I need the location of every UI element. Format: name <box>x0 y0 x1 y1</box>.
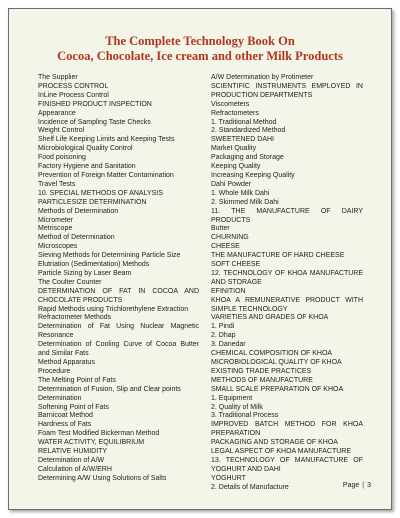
title-line-2: Cocoa, Chocolate, Ice cream and other Milk Products <box>57 49 343 63</box>
toc-left-column <box>38 74 199 484</box>
toc-entry: RELATIVE HUMIDITY <box>38 448 108 456</box>
toc-entry: FINISHED PRODUCT INSPECTION <box>38 100 152 108</box>
toc-entry: EFINITION <box>211 287 246 295</box>
toc-entry: Methods of Determination <box>38 207 119 215</box>
toc-entry: PROCESS CONTROL <box>38 82 109 90</box>
toc-entry: YOGHURT <box>211 474 246 482</box>
page-title <box>9 34 391 64</box>
toc-entry: Butter <box>211 225 230 233</box>
toc-entry: MICROBIOLOGICAL QUALITY OF KHOA <box>211 359 342 366</box>
toc-entry: PARTICLESIZE DETERMINATION <box>38 198 147 206</box>
toc-entry: CHEESE <box>211 243 240 251</box>
toc-entry: Travel Tests <box>38 180 76 188</box>
toc-entry: SOFT CHEESE <box>211 261 261 269</box>
toc-entry: Softening Point of Fats <box>38 403 109 411</box>
toc-entry: Market Quality <box>211 145 257 153</box>
toc-entry: 11. THE MANUFACTURE OF DAIRY PRODUCTS <box>211 207 363 224</box>
toc-entry: Weight Control <box>38 127 85 135</box>
toc-entry: 3. Traditional Process <box>211 412 279 420</box>
toc-entry: VARIETIES AND GRADES OF KHOA <box>211 314 329 322</box>
toc-entry: Food poisoning <box>38 154 86 162</box>
toc-entry: A/W Determination by Protimeter <box>211 74 314 81</box>
toc-entry: Increasing Keeping Quality <box>211 171 295 179</box>
toc-entry: EXISTING TRADE PRACTICES <box>211 367 312 375</box>
toc-entry: Determination of A/W <box>38 456 105 464</box>
toc-entry: 2. Skimmed Milk Dahi <box>211 198 279 206</box>
toc-entry: SCIENTIFIC INSTRUMENTS EMPLOYED IN PRODUCTION DEPARTMENTS <box>211 82 363 99</box>
toc-entry: PACKAGING AND STORAGE OF KHOA <box>211 439 338 447</box>
toc-entry: 3. Danedar <box>211 341 246 349</box>
toc-entry: DETERMINATION OF FAT IN COCOA AND CHOCOLATE PRODUCTS <box>38 287 199 304</box>
toc-entry: Determining A/W Using Solutions of Salts <box>38 474 167 482</box>
toc-entry: Sieving Methods for Determining Particle Size <box>38 252 181 260</box>
toc-entry: Hardness of Fats <box>38 421 92 429</box>
toc-entry: Appearance <box>38 109 76 117</box>
toc-entry: Shelf Life Keeping Limits and Keeping Tests <box>38 136 175 144</box>
toc-entry: Determination of Cooling Curve of Cocoa Butter and Similar Fats <box>38 341 199 358</box>
toc-entry: 2. Details of Manufacture <box>211 483 289 491</box>
toc-entry: LEGAL ASPECT OF KHOA MANUFACTURE <box>211 448 352 456</box>
page-footer <box>343 482 371 489</box>
toc-entry: Metriscope <box>38 225 73 233</box>
toc-entry: IMPROVED BATCH METHOD FOR KHOA PREPARATION <box>211 421 363 438</box>
toc-entry: Foam Test Modified Bickerman Method <box>38 430 160 438</box>
toc-entry: Refractometer Methods <box>38 314 112 322</box>
toc-entry: Prevention of Foreign Matter Contamination <box>38 171 174 179</box>
toc-entry: Method Apparatus <box>38 359 95 366</box>
toc-right-column <box>211 74 363 493</box>
toc-entry: 1. Pindi <box>211 323 235 331</box>
toc-entry: KHOA A REMUNERATIVE PRODUCT WITH SIMPLE TECHNOLOGY <box>211 296 363 313</box>
page-label: Page <box>342 482 360 489</box>
page-number: 3 <box>367 482 371 489</box>
toc-entry: SWEETENED DAHI <box>211 136 275 144</box>
toc-entry: 2. Dhap <box>211 332 236 340</box>
toc-entry: 13. TECHNOLOGY OF MANUFACTURE OF YOGHURT AND DAHI <box>211 456 363 473</box>
toc-entry: CHURNING <box>211 234 249 242</box>
toc-entry: Rapid Methods using Trichlorethylene Extraction <box>38 305 189 313</box>
toc-entry: Procedure <box>38 367 71 375</box>
toc-entry: InLine Process Control <box>38 91 109 99</box>
toc-entry: Microbiological Quality Control <box>38 145 133 153</box>
toc-entry: Particle Sizing by Laser Beam <box>38 269 132 277</box>
toc-entry: SMALL SCALE PREPARATION OF KHOA <box>211 385 344 393</box>
page-separator: | <box>362 482 365 489</box>
toc-entry: 10. SPECIAL METHODS OF ANALYSIS <box>38 189 163 197</box>
toc-entry: WATER ACTIVITY, EQUILIBRIUM <box>38 439 145 447</box>
toc-entry: 2. Standardized Method <box>211 127 286 135</box>
toc-entry: The Melting Point of Fats <box>38 376 116 384</box>
toc-entry: 1. Equipment <box>211 394 253 402</box>
toc-entry: 12. TECHNOLOGY OF KHOA MANUFACTURE AND STORAGE <box>211 269 363 286</box>
toc-entry: The Supplier <box>38 74 78 81</box>
toc-entry: Calculation of A/W/ERH <box>38 465 112 473</box>
toc-entry: Determination of Fusion, Slip and Clear points <box>38 385 181 393</box>
toc-entry: Method of Determination <box>38 234 115 242</box>
toc-entry: Micrometer <box>38 216 74 224</box>
toc-entry: 2. Quality of Milk <box>211 403 263 411</box>
toc-entry: 1. Traditional Method <box>211 118 277 126</box>
toc-entry: Incidence of Sampling Taste Checks <box>38 118 151 126</box>
toc-entry: The Coulter Counter <box>38 278 102 286</box>
toc-entry: THE MANUFACTURE OF HARD CHEESE <box>211 252 345 260</box>
toc-entry: 1. Whole Milk Dahi <box>211 189 270 197</box>
toc-entry: CHEMICAL COMPOSITION OF KHOA <box>211 350 333 358</box>
toc-entry: Elutriation (Sedimentation) Methods <box>38 261 150 269</box>
toc-entry: Packaging and Storage <box>211 154 284 162</box>
toc-entry: Microscopes <box>38 243 78 251</box>
toc-entry: Refractometers <box>211 109 259 117</box>
toc-entry: Keeping Quality <box>211 163 261 171</box>
toc-entry: Viscometers <box>211 100 250 108</box>
title-line-1: The Complete Technology Book On <box>105 34 295 48</box>
toc-entry: Determination of Fat Using Nuclear Magnetic Resonance <box>38 323 199 340</box>
toc-entry: Barnicoat Method <box>38 412 93 420</box>
toc-entry: METHODS OF MANUFACTURE <box>211 376 313 384</box>
toc-entry: Dahi Powder <box>211 180 252 188</box>
toc-entry: Factory Hygiene and Sanitation <box>38 163 136 171</box>
toc-entry: Determination <box>38 394 82 402</box>
page-frame <box>8 8 392 510</box>
